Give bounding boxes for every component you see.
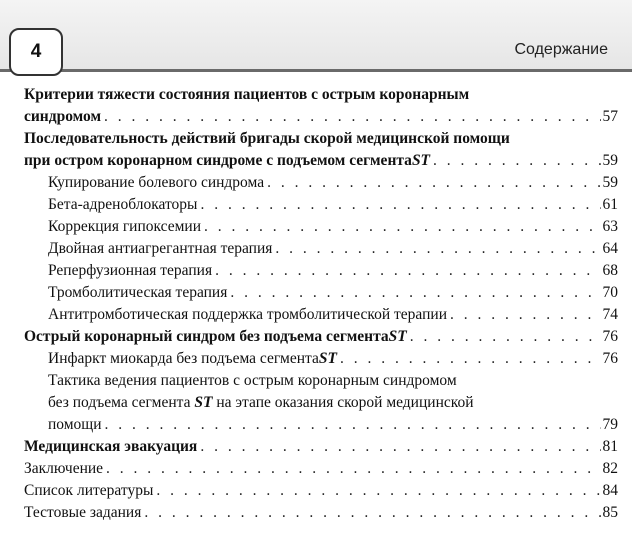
header-band [0,0,632,70]
dot-leader [275,238,600,260]
dot-leader [104,106,600,128]
toc-entry[interactable] [24,172,618,194]
dot-leader [144,502,600,524]
toc-entry-st: ST [388,328,407,345]
toc-entry-title: Купирование болевого синдрома [48,174,265,191]
dot-leader [450,304,601,326]
toc-page-number: 70 [602,284,618,301]
toc-page-number: 84 [602,482,618,499]
toc-entry-line [24,84,618,106]
toc-entry-st: ST [318,350,337,367]
toc-entry-title: Тактика ведения пациентов с острым коронарным синдромом [48,372,457,389]
toc-entry[interactable] [24,326,618,348]
toc-entry-title: без подъема сегмента [48,394,195,411]
dot-leader [200,194,600,216]
toc-entry-line [48,172,618,194]
page-number-badge [9,28,63,76]
toc-entry-line [48,238,618,260]
toc-entry-title: синдромом [24,108,102,125]
toc-entry-st: ST [411,152,431,169]
toc-page-number: 61 [602,196,618,213]
toc-entry-title: Острый коронарный синдром без подъема сегмента [24,328,389,345]
toc-entry-line [48,282,618,304]
toc-entry-title: Заключение [24,460,104,477]
toc-entry-title: Критерии тяжести состояния пациентов с острым коронарным [24,86,470,103]
toc-entry-title: Коррекция гипоксемии [48,218,202,235]
toc-entry[interactable] [24,348,618,370]
toc-entry-line [48,414,618,436]
toc-entry[interactable] [24,84,618,128]
toc-entry-line [24,502,618,524]
toc-entry-line [48,194,618,216]
toc-entry-line [24,128,618,150]
toc-entry[interactable] [24,238,618,260]
section-title: Содержание [514,41,608,58]
toc-entry-title: Медицинская эвакуация [24,438,198,455]
toc-entry-title: Инфаркт миокарда без подъема сегмента [48,350,319,367]
toc-page-number: 76 [602,328,618,345]
toc-entry-line [24,150,618,172]
toc-entry-title: при остром коронарном синдроме с подъемом сегмента [24,152,412,169]
toc-page-number: 85 [602,504,618,521]
toc-entry-line [48,260,618,282]
toc-page-number: 76 [602,350,618,367]
toc-entry[interactable] [24,260,618,282]
toc-entry[interactable] [24,458,618,480]
toc-page-number: 64 [602,240,618,257]
toc-entry[interactable] [24,370,618,436]
toc-entry[interactable] [24,194,618,216]
dot-leader [215,260,600,282]
dot-leader [267,172,600,194]
toc-entry-line [24,106,618,128]
toc-entry-line [24,436,618,458]
toc-page-number: 82 [602,460,618,477]
toc-entry-st: ST [194,394,213,411]
toc-entry[interactable] [24,436,618,458]
toc-entry[interactable] [24,282,618,304]
toc-entry-line [48,304,618,326]
dot-leader [106,458,600,480]
dot-leader [230,282,600,304]
toc-entry-line [24,480,618,502]
toc-entry-line [48,348,618,370]
toc-entry-title: Тромболитическая терапия [48,284,228,301]
toc-entry-title: Последовательность действий бригады скорой медицинской помощи [24,130,510,147]
toc-entry-line [24,326,618,348]
toc-entry-line [24,458,618,480]
toc-entry[interactable] [24,304,618,326]
dot-leader [433,150,600,172]
toc-page-number: 79 [602,416,618,433]
dot-leader [204,216,600,238]
toc-entry[interactable] [24,128,618,172]
toc-entry-title: Тестовые задания [24,504,142,521]
toc-entry-line [48,370,618,392]
header-rule [0,69,632,72]
toc-entry-title: Двойная антиагрегантная терапия [48,240,273,257]
toc-entry-title: на этапе оказания скорой медицинской [212,394,474,411]
toc-entry-line [48,392,618,414]
toc-entry-title: Список литературы [24,482,154,499]
dot-leader [105,414,601,436]
toc-page-number: 81 [602,438,618,455]
toc-entry-title: помощи [48,416,102,433]
toc-entry-title: Реперфузионная терапия [48,262,213,279]
dot-leader [200,436,600,458]
table-of-contents [24,84,618,524]
toc-entry-line [48,216,618,238]
toc-entry-title: Бета-адреноблокаторы [48,196,198,213]
toc-page-number: 68 [602,262,618,279]
toc-page-number: 59 [602,174,618,191]
toc-entry[interactable] [24,216,618,238]
page-number: 4 [30,41,42,62]
toc-entry[interactable] [24,502,618,524]
toc-page-number: 59 [602,152,618,169]
toc-page-number: 63 [602,218,618,235]
toc-entry-title: Антитромботическая поддержка тромболитической терапии [48,306,447,323]
dot-leader [410,326,601,348]
dot-leader [156,480,600,502]
toc-entry[interactable] [24,480,618,502]
toc-page-number: 57 [602,108,618,125]
dot-leader [340,348,601,370]
toc-page-number: 74 [602,306,618,323]
